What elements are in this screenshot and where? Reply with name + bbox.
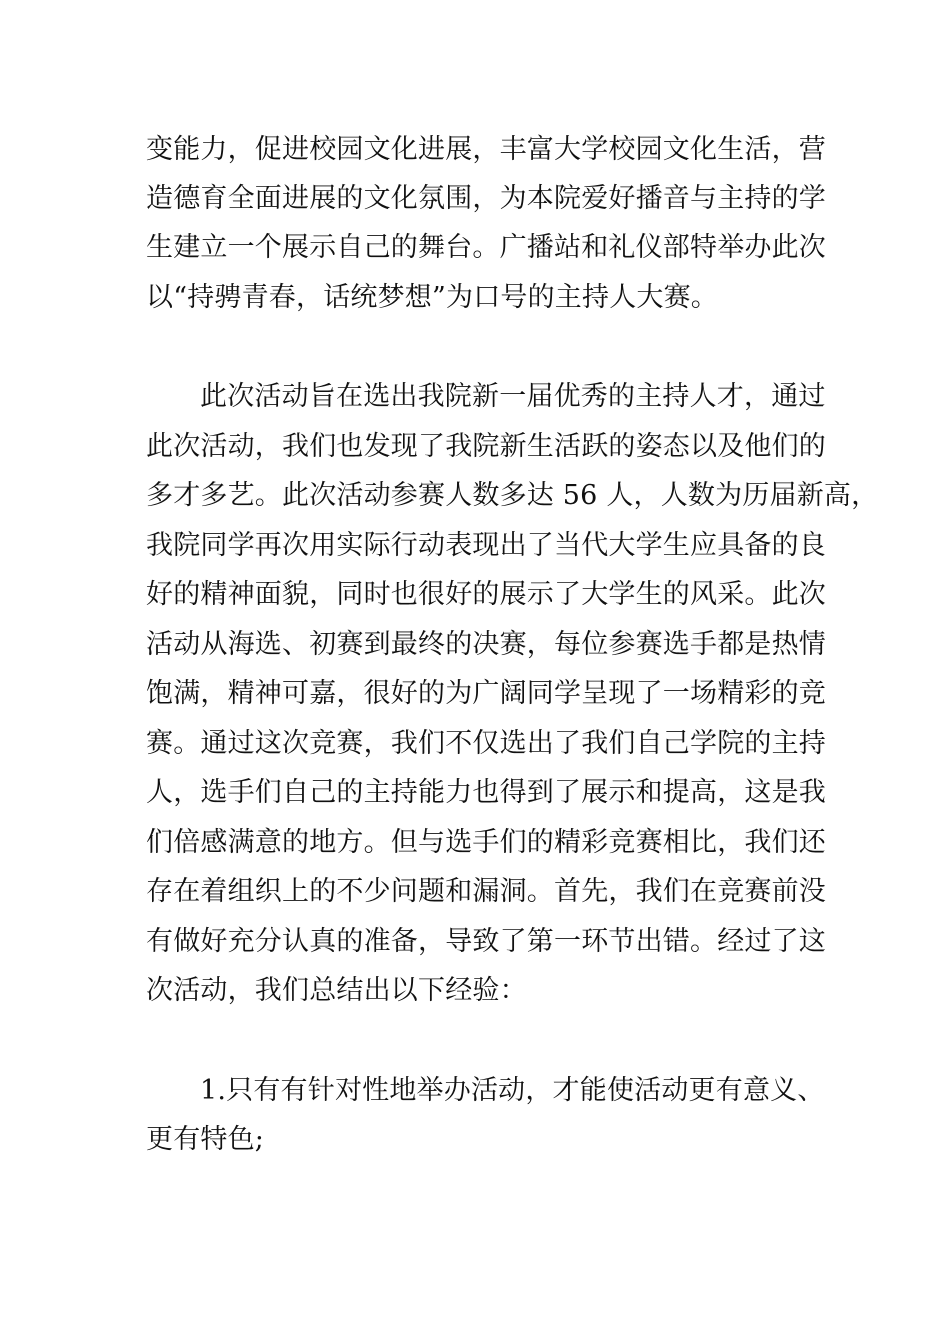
paragraph-2-line-13: 次活动，我们总结出以下经验： xyxy=(146,975,527,1006)
paragraph-2-line-9: 人，选手们自己的主持能力也得到了展示和提高，这是我 xyxy=(146,777,826,808)
paragraph-2-line-5: 好的精神面貌，同时也很好的展示了大学生的风采。此次 xyxy=(146,579,826,610)
paragraph-1-line-2: 造德育全面进展的文化氛围，为本院爱好播音与主持的学 xyxy=(146,183,826,214)
paragraph-2-line-12: 有做好充分认真的准备，导致了第一环节出错。经过了这 xyxy=(146,926,826,957)
paragraph-2-line-3: 多才多艺。此次活动参赛人数多达 56 人，人数为历届新高， xyxy=(146,480,879,511)
paragraph-3-line-1: 1.只有有针对性地举办活动，才能使活动更有意义、 xyxy=(200,1075,825,1106)
paragraph-2-line-11: 存在着组织上的不少问题和漏洞。首先，我们在竞赛前没 xyxy=(146,876,826,907)
paragraph-3-line-2: 更有特色; xyxy=(146,1124,265,1155)
paragraph-1-line-3: 生建立一个展示自己的舞台。广播站和礼仪部特举办此次 xyxy=(146,232,826,263)
paragraph-2-line-7: 饱满，精神可嘉，很好的为广阔同学呈现了一场精彩的竞 xyxy=(146,678,826,709)
paragraph-1-line-1: 变能力，促进校园文化进展，丰富大学校园文化生活，营 xyxy=(146,134,826,165)
paragraph-2-line-10: 们倍感满意的地方。但与选手们的精彩竞赛相比，我们还 xyxy=(146,827,826,858)
paragraph-1-line-4: 以“持骋青春，话统梦想”为口号的主持人大赛。 xyxy=(146,282,719,313)
paragraph-2-line-4: 我院同学再次用实际行动表现出了当代大学生应具备的良 xyxy=(146,530,826,561)
paragraph-2-line-1: 此次活动旨在选出我院新一届优秀的主持人才，通过 xyxy=(200,381,826,412)
paragraph-2-line-2: 此次活动，我们也发现了我院新生活跃的姿态以及他们的 xyxy=(146,431,826,462)
paragraph-2-line-6: 活动从海选、初赛到最终的决赛，每位参赛选手都是热情 xyxy=(146,629,826,660)
paragraph-2-line-8: 赛。通过这次竞赛，我们不仅选出了我们自己学院的主持 xyxy=(146,728,826,759)
